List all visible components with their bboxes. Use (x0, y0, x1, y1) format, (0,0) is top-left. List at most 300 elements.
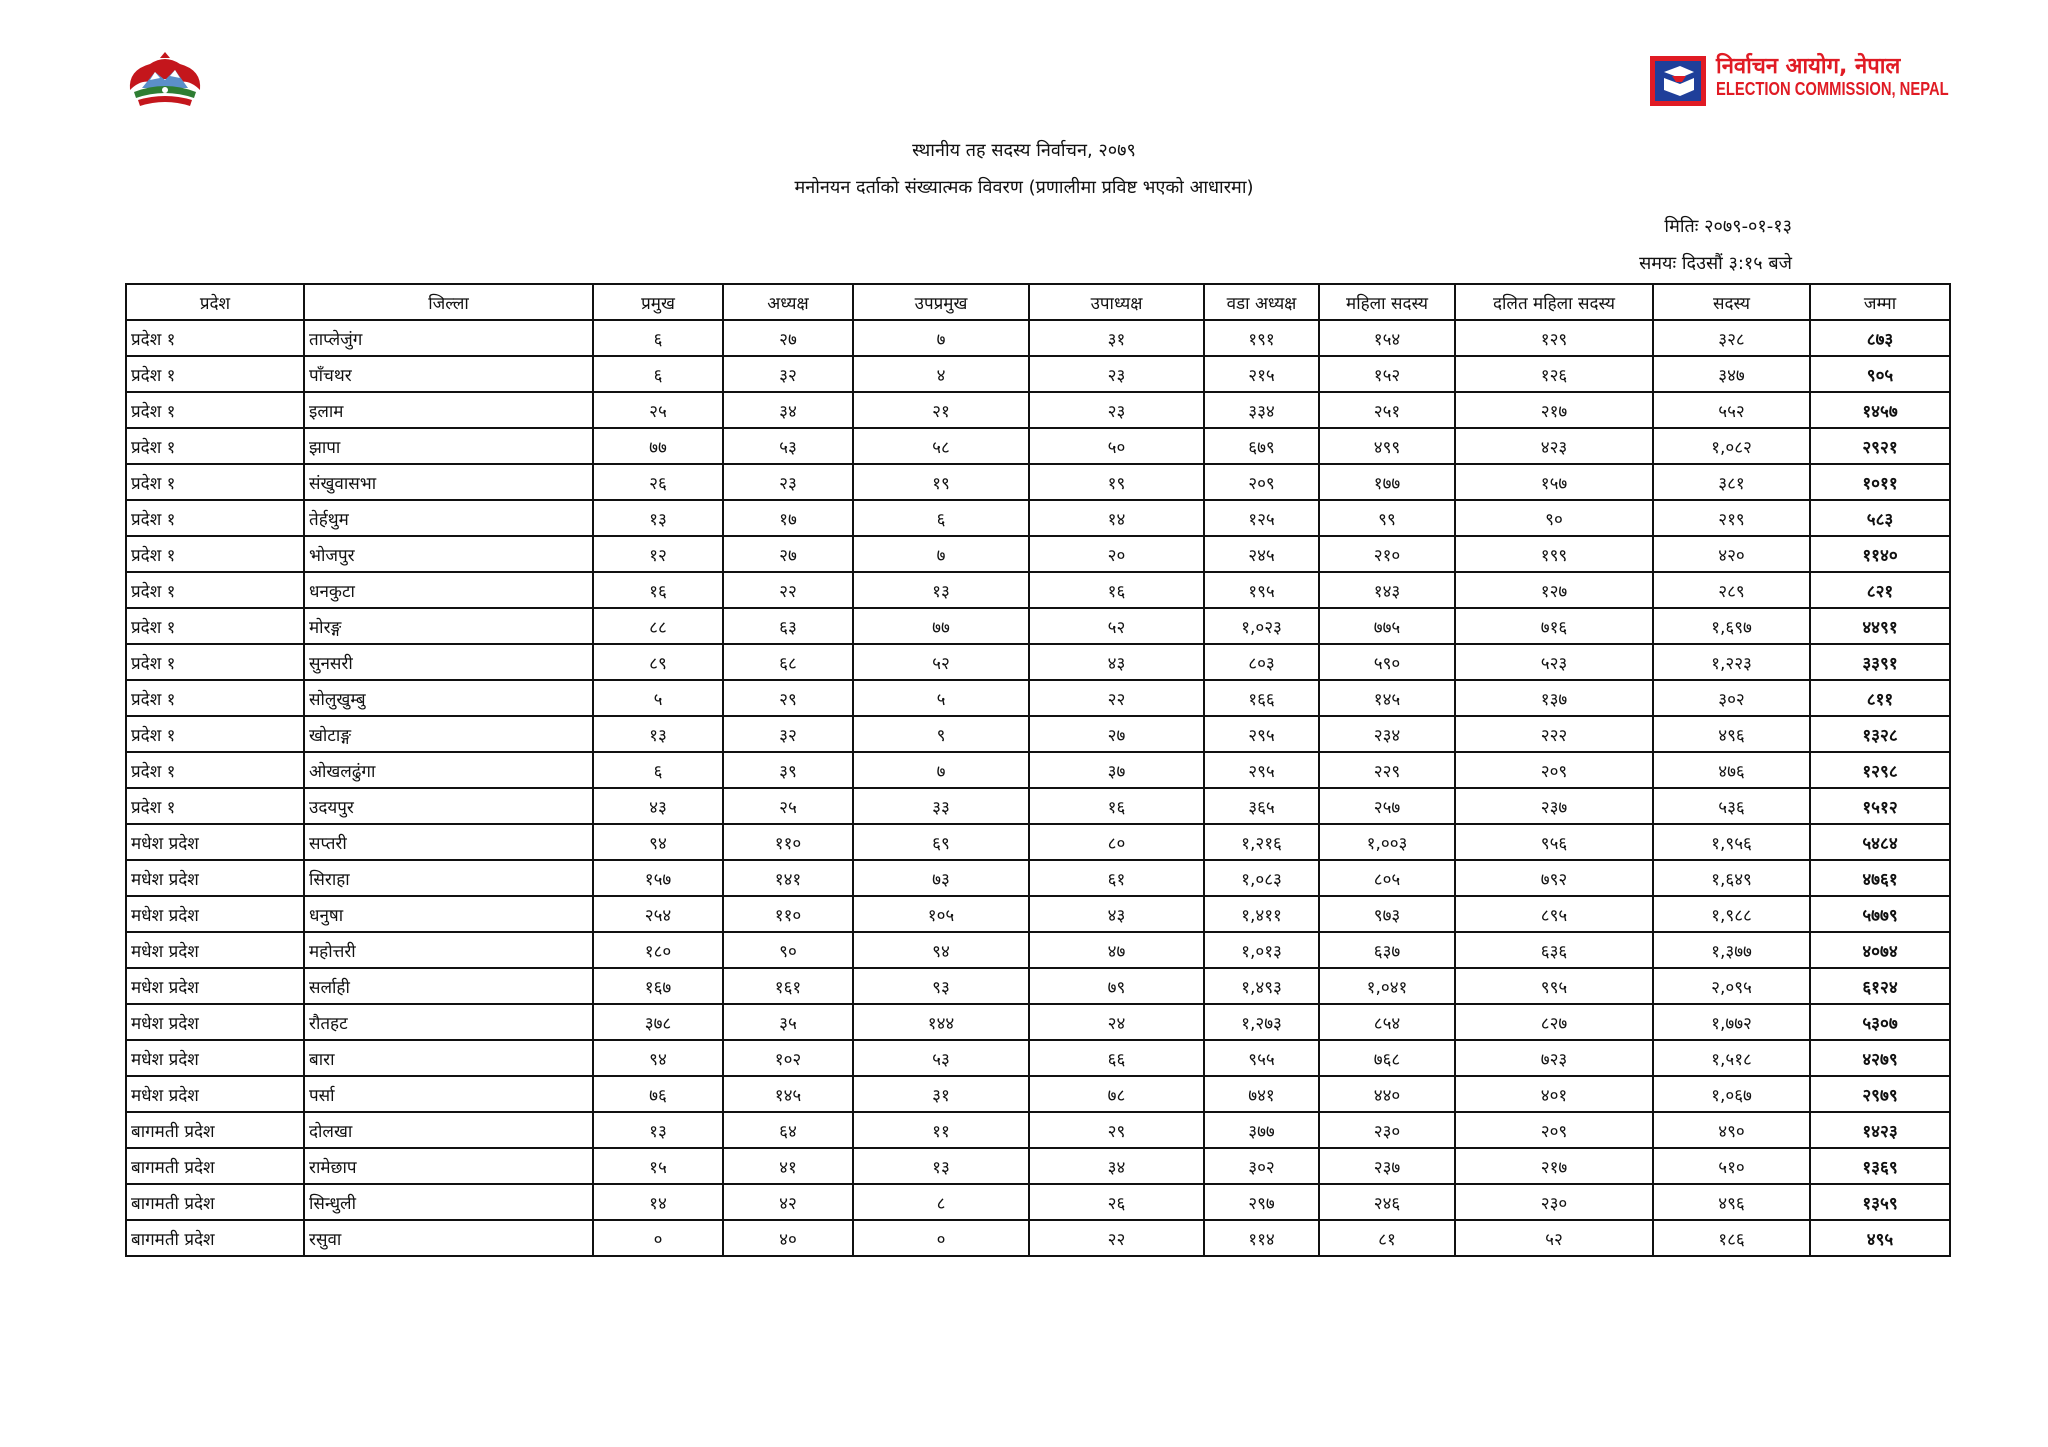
total-cell: १३६९ (1810, 1148, 1950, 1184)
province-cell: मधेश प्रदेश (126, 968, 304, 1004)
ward-chair-cell: १९५ (1204, 572, 1319, 608)
woman-member-cell: २४६ (1319, 1184, 1455, 1220)
election-commission-name (1716, 54, 2000, 100)
chief-cell: २५ (593, 392, 723, 428)
table-row (126, 500, 1950, 536)
chief-cell: १६ (593, 572, 723, 608)
table-row (126, 1040, 1950, 1076)
chief-cell: ६ (593, 320, 723, 356)
deputy-chief-cell: ४ (853, 356, 1029, 392)
member-cell: ५३६ (1653, 788, 1810, 824)
woman-member-cell: ४४० (1319, 1076, 1455, 1112)
district-cell: महोत्तरी (304, 932, 593, 968)
table-row (126, 752, 1950, 788)
district-cell: संखुवासभा (304, 464, 593, 500)
ward-chair-cell: १,२१६ (1204, 824, 1319, 860)
deputy-chief-cell: ५२ (853, 644, 1029, 680)
chief-cell: ३७८ (593, 1004, 723, 1040)
vice-chairperson-cell: २० (1029, 536, 1204, 572)
chief-cell: ७६ (593, 1076, 723, 1112)
dalit-woman-member-cell: ७१६ (1455, 608, 1653, 644)
ward-chair-cell: १,०२३ (1204, 608, 1319, 644)
report-time: समयः दिउसौं ३:१५ बजे (1639, 253, 1792, 274)
total-cell: १३५९ (1810, 1184, 1950, 1220)
province-cell: बागमती प्रदेश (126, 1220, 304, 1256)
deputy-chief-cell: ३३ (853, 788, 1029, 824)
member-cell: ४९६ (1653, 716, 1810, 752)
chairperson-cell: ३२ (723, 356, 853, 392)
vice-chairperson-cell: ३७ (1029, 752, 1204, 788)
woman-member-cell: ९९ (1319, 500, 1455, 536)
member-cell: १८६ (1653, 1220, 1810, 1256)
deputy-chief-cell: १३ (853, 1148, 1029, 1184)
ward-chair-cell: १,२७३ (1204, 1004, 1319, 1040)
member-cell: ३४७ (1653, 356, 1810, 392)
chairperson-cell: २७ (723, 536, 853, 572)
header-woman-member: महिला सदस्य (1319, 284, 1455, 320)
dalit-woman-member-cell: २०९ (1455, 1112, 1653, 1148)
member-cell: २८९ (1653, 572, 1810, 608)
member-cell: १,६४९ (1653, 860, 1810, 896)
district-cell: सिन्धुली (304, 1184, 593, 1220)
dalit-woman-member-cell: ८९५ (1455, 896, 1653, 932)
document-subtitle: मनोनयन दर्ताको संख्यात्मक विवरण (प्रणालीमा प्रविष्ट भएको आधारमा) (794, 177, 1254, 198)
vice-chairperson-cell: २९ (1029, 1112, 1204, 1148)
total-cell: ५७७९ (1810, 896, 1950, 932)
total-cell: १३२८ (1810, 716, 1950, 752)
vice-chairperson-cell: ४७ (1029, 932, 1204, 968)
org-name-english: ELECTION COMMISSION, NEPAL (1716, 79, 1949, 100)
district-cell: उदयपुर (304, 788, 593, 824)
chairperson-cell: ११० (723, 896, 853, 932)
vice-chairperson-cell: १६ (1029, 788, 1204, 824)
total-cell: ११४० (1810, 536, 1950, 572)
ward-chair-cell: १९१ (1204, 320, 1319, 356)
total-cell: ८७३ (1810, 320, 1950, 356)
total-cell: २९७९ (1810, 1076, 1950, 1112)
table-row (126, 392, 1950, 428)
deputy-chief-cell: १३ (853, 572, 1029, 608)
chief-cell: ९४ (593, 824, 723, 860)
woman-member-cell: ८५४ (1319, 1004, 1455, 1040)
woman-member-cell: २५७ (1319, 788, 1455, 824)
table-row (126, 1220, 1950, 1256)
province-cell: बागमती प्रदेश (126, 1112, 304, 1148)
chairperson-cell: ३९ (723, 752, 853, 788)
dalit-woman-member-cell: ४२३ (1455, 428, 1653, 464)
vice-chairperson-cell: ७९ (1029, 968, 1204, 1004)
table-row (126, 608, 1950, 644)
chairperson-cell: ५३ (723, 428, 853, 464)
total-cell: ४७६१ (1810, 860, 1950, 896)
member-cell: २१९ (1653, 500, 1810, 536)
dalit-woman-member-cell: ६३६ (1455, 932, 1653, 968)
dalit-woman-member-cell: ४०१ (1455, 1076, 1653, 1112)
table-row (126, 320, 1950, 356)
table-row (126, 1004, 1950, 1040)
chairperson-cell: ४१ (723, 1148, 853, 1184)
chairperson-cell: ४२ (723, 1184, 853, 1220)
district-cell: रामेछाप (304, 1148, 593, 1184)
district-cell: सुनसरी (304, 644, 593, 680)
vice-chairperson-cell: ५२ (1029, 608, 1204, 644)
woman-member-cell: १५२ (1319, 356, 1455, 392)
chairperson-cell: १७ (723, 500, 853, 536)
vice-chairperson-cell: २३ (1029, 356, 1204, 392)
vice-chairperson-cell: १९ (1029, 464, 1204, 500)
ward-chair-cell: ९५५ (1204, 1040, 1319, 1076)
vice-chairperson-cell: ४३ (1029, 896, 1204, 932)
header-vice-chairperson: उपाध्यक्ष (1029, 284, 1204, 320)
province-cell: प्रदेश १ (126, 536, 304, 572)
ward-chair-cell: २१५ (1204, 356, 1319, 392)
ward-chair-cell: २९७ (1204, 1184, 1319, 1220)
vice-chairperson-cell: ३१ (1029, 320, 1204, 356)
vice-chairperson-cell: ८० (1029, 824, 1204, 860)
chief-cell: ६ (593, 356, 723, 392)
chief-cell: १३ (593, 716, 723, 752)
deputy-chief-cell: ९४ (853, 932, 1029, 968)
dalit-woman-member-cell: १२६ (1455, 356, 1653, 392)
district-cell: रसुवा (304, 1220, 593, 1256)
deputy-chief-cell: ७७ (853, 608, 1029, 644)
vice-chairperson-cell: ४३ (1029, 644, 1204, 680)
ward-chair-cell: १,४११ (1204, 896, 1319, 932)
member-cell: ४२० (1653, 536, 1810, 572)
province-cell: मधेश प्रदेश (126, 1004, 304, 1040)
chief-cell: ९४ (593, 1040, 723, 1076)
total-cell: ५८३ (1810, 500, 1950, 536)
vice-chairperson-cell: २३ (1029, 392, 1204, 428)
deputy-chief-cell: ९३ (853, 968, 1029, 1004)
chief-cell: १५७ (593, 860, 723, 896)
dalit-woman-member-cell: १५७ (1455, 464, 1653, 500)
chairperson-cell: २५ (723, 788, 853, 824)
deputy-chief-cell: २१ (853, 392, 1029, 428)
dalit-woman-member-cell: २२२ (1455, 716, 1653, 752)
member-cell: ५५२ (1653, 392, 1810, 428)
table-row (126, 464, 1950, 500)
deputy-chief-cell: ७ (853, 752, 1029, 788)
ward-chair-cell: १,४९३ (1204, 968, 1319, 1004)
total-cell: ५३०७ (1810, 1004, 1950, 1040)
member-cell: १,०८२ (1653, 428, 1810, 464)
total-cell: ४४९१ (1810, 608, 1950, 644)
header-dalit-woman-member: दलित महिला सदस्य (1455, 284, 1653, 320)
dalit-woman-member-cell: ५२ (1455, 1220, 1653, 1256)
chief-cell: १४ (593, 1184, 723, 1220)
district-cell: दोलखा (304, 1112, 593, 1148)
woman-member-cell: २५१ (1319, 392, 1455, 428)
vice-chairperson-cell: २७ (1029, 716, 1204, 752)
vice-chairperson-cell: ५० (1029, 428, 1204, 464)
table-row (126, 644, 1950, 680)
vice-chairperson-cell: १६ (1029, 572, 1204, 608)
table-row (126, 860, 1950, 896)
province-cell: बागमती प्रदेश (126, 1184, 304, 1220)
vice-chairperson-cell: ६१ (1029, 860, 1204, 896)
chairperson-cell: ४० (723, 1220, 853, 1256)
deputy-chief-cell: ९ (853, 716, 1029, 752)
table-row (126, 1184, 1950, 1220)
dalit-woman-member-cell: ५२३ (1455, 644, 1653, 680)
ward-chair-cell: ६७९ (1204, 428, 1319, 464)
total-cell: २९२१ (1810, 428, 1950, 464)
total-cell: ६१२४ (1810, 968, 1950, 1004)
district-cell: झापा (304, 428, 593, 464)
chief-cell: ४३ (593, 788, 723, 824)
district-cell: पाँचथर (304, 356, 593, 392)
district-cell: ताप्लेजुंग (304, 320, 593, 356)
dalit-woman-member-cell: १९९ (1455, 536, 1653, 572)
woman-member-cell: ४९९ (1319, 428, 1455, 464)
chief-cell: ६ (593, 752, 723, 788)
province-cell: प्रदेश १ (126, 428, 304, 464)
district-cell: पर्सा (304, 1076, 593, 1112)
dalit-woman-member-cell: २०९ (1455, 752, 1653, 788)
province-cell: प्रदेश १ (126, 752, 304, 788)
vice-chairperson-cell: २२ (1029, 1220, 1204, 1256)
district-cell: इलाम (304, 392, 593, 428)
header-province: प्रदेश (126, 284, 304, 320)
province-cell: प्रदेश १ (126, 608, 304, 644)
chief-cell: २५४ (593, 896, 723, 932)
table-row (126, 788, 1950, 824)
district-cell: धनुषा (304, 896, 593, 932)
member-cell: १,५१८ (1653, 1040, 1810, 1076)
table-row (126, 1076, 1950, 1112)
member-cell: ४७६ (1653, 752, 1810, 788)
member-cell: २,०९५ (1653, 968, 1810, 1004)
header-chairperson: अध्यक्ष (723, 284, 853, 320)
dalit-woman-member-cell: ८२७ (1455, 1004, 1653, 1040)
deputy-chief-cell: ७३ (853, 860, 1029, 896)
chief-cell: १२ (593, 536, 723, 572)
ward-chair-cell: ८०३ (1204, 644, 1319, 680)
woman-member-cell: २३४ (1319, 716, 1455, 752)
deputy-chief-cell: १९ (853, 464, 1029, 500)
member-cell: ४९० (1653, 1112, 1810, 1148)
nepal-emblem-icon (120, 50, 210, 116)
total-cell: १५१२ (1810, 788, 1950, 824)
member-cell: १,६९७ (1653, 608, 1810, 644)
province-cell: मधेश प्रदेश (126, 1076, 304, 1112)
woman-member-cell: २३० (1319, 1112, 1455, 1148)
province-cell: प्रदेश १ (126, 644, 304, 680)
province-cell: प्रदेश १ (126, 464, 304, 500)
table-row (126, 1148, 1950, 1184)
member-cell: १,७७२ (1653, 1004, 1810, 1040)
total-cell: ८२१ (1810, 572, 1950, 608)
dalit-woman-member-cell: १३७ (1455, 680, 1653, 716)
chief-cell: ५ (593, 680, 723, 716)
chairperson-cell: ६३ (723, 608, 853, 644)
chairperson-cell: ६४ (723, 1112, 853, 1148)
report-date: मितिः २०७९-०१-१३ (1664, 216, 1792, 237)
member-cell: ३०२ (1653, 680, 1810, 716)
chief-cell: ० (593, 1220, 723, 1256)
woman-member-cell: १,००३ (1319, 824, 1455, 860)
header-member: सदस्य (1653, 284, 1810, 320)
org-name-nepali: निर्वाचन आयोग, नेपाल (1716, 54, 1901, 79)
table-row (126, 428, 1950, 464)
vice-chairperson-cell: ३४ (1029, 1148, 1204, 1184)
woman-member-cell: ७६८ (1319, 1040, 1455, 1076)
deputy-chief-cell: ३१ (853, 1076, 1029, 1112)
province-cell: प्रदेश १ (126, 680, 304, 716)
table-row (126, 680, 1950, 716)
table-row (126, 356, 1950, 392)
member-cell: ४९६ (1653, 1184, 1810, 1220)
province-cell: प्रदेश १ (126, 716, 304, 752)
deputy-chief-cell: ५८ (853, 428, 1029, 464)
chairperson-cell: २२ (723, 572, 853, 608)
province-cell: प्रदेश १ (126, 356, 304, 392)
deputy-chief-cell: १०५ (853, 896, 1029, 932)
dalit-woman-member-cell: २१७ (1455, 1148, 1653, 1184)
woman-member-cell: १४५ (1319, 680, 1455, 716)
deputy-chief-cell: ८ (853, 1184, 1029, 1220)
district-cell: खोटाङ्ग (304, 716, 593, 752)
total-cell: १०११ (1810, 464, 1950, 500)
dalit-woman-member-cell: २३७ (1455, 788, 1653, 824)
header-chief: प्रमुख (593, 284, 723, 320)
deputy-chief-cell: १४४ (853, 1004, 1029, 1040)
nomination-table (125, 283, 1951, 1257)
district-cell: सप्तरी (304, 824, 593, 860)
member-cell: १,९८८ (1653, 896, 1810, 932)
ward-chair-cell: ३७७ (1204, 1112, 1319, 1148)
ward-chair-cell: ३६५ (1204, 788, 1319, 824)
ward-chair-cell: १,०१३ (1204, 932, 1319, 968)
woman-member-cell: ५९० (1319, 644, 1455, 680)
table-row (126, 968, 1950, 1004)
dalit-woman-member-cell: ७२३ (1455, 1040, 1653, 1076)
deputy-chief-cell: ५ (853, 680, 1029, 716)
vice-chairperson-cell: ७८ (1029, 1076, 1204, 1112)
total-cell: ९०५ (1810, 356, 1950, 392)
chairperson-cell: ९० (723, 932, 853, 968)
header-district: जिल्ला (304, 284, 593, 320)
dalit-woman-member-cell: १२९ (1455, 320, 1653, 356)
ward-chair-cell: १२५ (1204, 500, 1319, 536)
woman-member-cell: २२९ (1319, 752, 1455, 788)
deputy-chief-cell: ६९ (853, 824, 1029, 860)
header-total: जम्मा (1810, 284, 1950, 320)
district-cell: सर्लाही (304, 968, 593, 1004)
district-cell: ओखलढुंगा (304, 752, 593, 788)
woman-member-cell: १,०४१ (1319, 968, 1455, 1004)
chief-cell: ८९ (593, 644, 723, 680)
province-cell: मधेश प्रदेश (126, 1040, 304, 1076)
vice-chairperson-cell: १४ (1029, 500, 1204, 536)
ward-chair-cell: ११४ (1204, 1220, 1319, 1256)
woman-member-cell: १४३ (1319, 572, 1455, 608)
total-cell: ४२७९ (1810, 1040, 1950, 1076)
document-title: स्थानीय तह सदस्य निर्वाचन, २०७९ (912, 140, 1136, 161)
chief-cell: १३ (593, 500, 723, 536)
table-body (126, 320, 1950, 1256)
province-cell: मधेश प्रदेश (126, 860, 304, 896)
chairperson-cell: १४१ (723, 860, 853, 896)
table-row (126, 1112, 1950, 1148)
table-row (126, 572, 1950, 608)
header-ward-chair: वडा अध्यक्ष (1204, 284, 1319, 320)
ward-chair-cell: ३०२ (1204, 1148, 1319, 1184)
province-cell: प्रदेश १ (126, 392, 304, 428)
dalit-woman-member-cell: ९५६ (1455, 824, 1653, 860)
province-cell: प्रदेश १ (126, 500, 304, 536)
chairperson-cell: १०२ (723, 1040, 853, 1076)
member-cell: १,९५६ (1653, 824, 1810, 860)
woman-member-cell: ६३७ (1319, 932, 1455, 968)
province-cell: मधेश प्रदेश (126, 824, 304, 860)
ward-chair-cell: २४५ (1204, 536, 1319, 572)
chief-cell: १३ (593, 1112, 723, 1148)
chief-cell: १६७ (593, 968, 723, 1004)
province-cell: मधेश प्रदेश (126, 896, 304, 932)
chairperson-cell: ६८ (723, 644, 853, 680)
district-cell: धनकुटा (304, 572, 593, 608)
chief-cell: १५ (593, 1148, 723, 1184)
woman-member-cell: २३७ (1319, 1148, 1455, 1184)
total-cell: ५४८४ (1810, 824, 1950, 860)
ward-chair-cell: १,०८३ (1204, 860, 1319, 896)
total-cell: ८११ (1810, 680, 1950, 716)
district-cell: मोरङ्ग (304, 608, 593, 644)
woman-member-cell: ९७३ (1319, 896, 1455, 932)
district-cell: बारा (304, 1040, 593, 1076)
dalit-woman-member-cell: ९० (1455, 500, 1653, 536)
total-cell: ३३९१ (1810, 644, 1950, 680)
total-cell: ४०७४ (1810, 932, 1950, 968)
woman-member-cell: ८०५ (1319, 860, 1455, 896)
district-cell: रौतहट (304, 1004, 593, 1040)
chief-cell: ७७ (593, 428, 723, 464)
chairperson-cell: १६१ (723, 968, 853, 1004)
province-cell: बागमती प्रदेश (126, 1148, 304, 1184)
dalit-woman-member-cell: २३० (1455, 1184, 1653, 1220)
vice-chairperson-cell: ६६ (1029, 1040, 1204, 1076)
election-commission-logo-icon (1650, 56, 1706, 106)
dalit-woman-member-cell: २१७ (1455, 392, 1653, 428)
member-cell: १,०६७ (1653, 1076, 1810, 1112)
dalit-woman-member-cell: १२७ (1455, 572, 1653, 608)
district-cell: भोजपुर (304, 536, 593, 572)
deputy-chief-cell: ५३ (853, 1040, 1029, 1076)
total-cell: ४९५ (1810, 1220, 1950, 1256)
table-row (126, 536, 1950, 572)
deputy-chief-cell: ७ (853, 536, 1029, 572)
ward-chair-cell: २०९ (1204, 464, 1319, 500)
chairperson-cell: ३४ (723, 392, 853, 428)
ward-chair-cell: ३३४ (1204, 392, 1319, 428)
chairperson-cell: २७ (723, 320, 853, 356)
province-cell: प्रदेश १ (126, 320, 304, 356)
vice-chairperson-cell: २२ (1029, 680, 1204, 716)
district-cell: सिराहा (304, 860, 593, 896)
vice-chairperson-cell: २४ (1029, 1004, 1204, 1040)
total-cell: १४५७ (1810, 392, 1950, 428)
chairperson-cell: ११० (723, 824, 853, 860)
total-cell: १२९८ (1810, 752, 1950, 788)
dalit-woman-member-cell: ९९५ (1455, 968, 1653, 1004)
chief-cell: १८० (593, 932, 723, 968)
district-cell: सोलुखुम्बु (304, 680, 593, 716)
dalit-woman-member-cell: ७९२ (1455, 860, 1653, 896)
province-cell: प्रदेश १ (126, 788, 304, 824)
member-cell: ५१० (1653, 1148, 1810, 1184)
